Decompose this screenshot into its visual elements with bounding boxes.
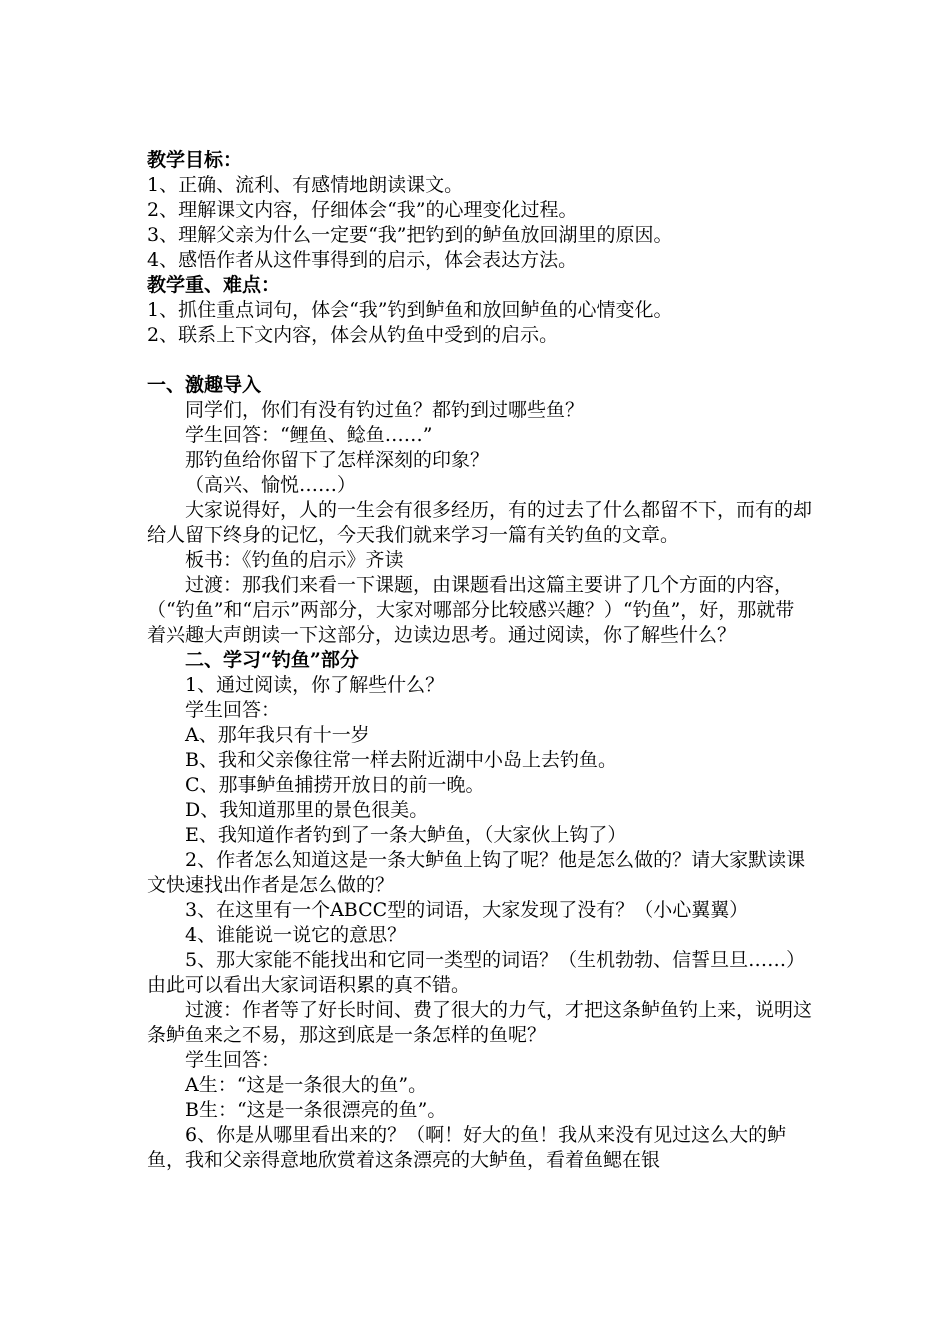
key-point-item: 2、联系上下文内容，体会从钓鱼中受到的启示。: [147, 324, 559, 346]
blank-line: [147, 348, 812, 373]
answer-item: A生：“这是一条很大的鱼”。: [185, 1074, 428, 1096]
key-points-heading: 教学重、难点：: [147, 274, 281, 296]
paragraph: 学生回答：“鲤鱼、鲶鱼……”: [185, 424, 433, 446]
answer-item: D、我知道那里的景色很美。: [185, 799, 429, 821]
paragraph: 6、你是从哪里看出来的？（啊！好大的鱼！我从来没有见过这么大的鲈鱼，我和父亲得意地欣赏着这条漂亮的大鲈鱼，看着鱼鳃在银: [147, 1124, 787, 1171]
paragraph: 过渡：作者等了好长时间、费了很大的力气，才把这条鲈鱼钓上来，说明这条鲈鱼来之不易，那这到底是一条怎样的鱼呢？: [147, 999, 813, 1046]
paragraph: 同学们，你们有没有钓过鱼？都钓到过哪些鱼？: [185, 399, 585, 421]
goal-item: 4、感悟作者从这件事得到的启示，体会表达方法。: [147, 249, 578, 271]
paragraph: （高兴、愉悦……）: [185, 474, 357, 496]
goal-item: 1、正确、流利、有感情地朗读课文。: [147, 174, 464, 196]
paragraph: 3、在这里有一个ABCC型的词语，大家发现了没有？（小心翼翼）: [185, 899, 749, 921]
goal-item: 3、理解父亲为什么一定要“我”把钓到的鲈鱼放回湖里的原因。: [147, 224, 673, 246]
paragraph: 那钓鱼给你留下了怎样深刻的印象？: [185, 449, 490, 471]
answer-item: B生：“这是一条很漂亮的鱼”。: [185, 1099, 447, 1121]
section1-heading: 一、激趣导入: [147, 374, 262, 396]
key-point-item: 1、抓住重点词句，体会“我”钓到鲈鱼和放回鲈鱼的心情变化。: [147, 299, 673, 321]
paragraph: 大家说得好，人的一生会有很多经历，有的过去了什么都留不下，而有的却给人留下终身的记忆，今天我们就来学习一篇有关钓鱼的文章。: [147, 499, 813, 546]
answer-item: B、我和父亲像往常一样去附近湖中小岛上去钓鱼。: [185, 749, 617, 771]
answer-item: E、我知道作者钓到了一条大鲈鱼，（大家伙上钩了）: [185, 824, 627, 846]
goal-item: 2、理解课文内容，仔细体会“我”的心理变化过程。: [147, 199, 578, 221]
paragraph: 过渡：那我们来看一下课题，由课题看出这篇主要讲了几个方面的内容，（“钓鱼”和“启示”两部分，大家对哪部分比较感兴趣？）“钓鱼”，好，那就带着兴趣大声朗读一下这部分，边读边思考。通过阅读，你了解些什么？: [147, 574, 795, 646]
paragraph: 4、谁能说一说它的意思？: [185, 924, 407, 946]
section2-heading: 二、学习“钓鱼”部分: [185, 649, 359, 671]
paragraph: 1、通过阅读，你了解些什么？: [185, 674, 445, 696]
goals-heading: 教学目标：: [147, 149, 243, 171]
paragraph: 2、作者怎么知道这是一条大鲈鱼上钩了呢？他是怎么做的？请大家默读课文快速找出作者是怎么做的？: [147, 849, 806, 896]
answer-item: C、那事鲈鱼捕捞开放日的前一晚。: [185, 774, 485, 796]
paragraph: 板书：《钓鱼的启示》齐读: [185, 549, 404, 571]
answer-item: A、那年我只有十一岁: [185, 724, 370, 746]
paragraph: 学生回答：: [185, 1049, 281, 1071]
paragraph: 5、那大家能不能找出和它同一类型的词语？（生机勃勃、信誓旦旦……）由此可以看出大家词语积累的真不错。: [147, 949, 806, 996]
paragraph: 学生回答：: [185, 699, 281, 721]
document-page: [147, 148, 812, 1173]
